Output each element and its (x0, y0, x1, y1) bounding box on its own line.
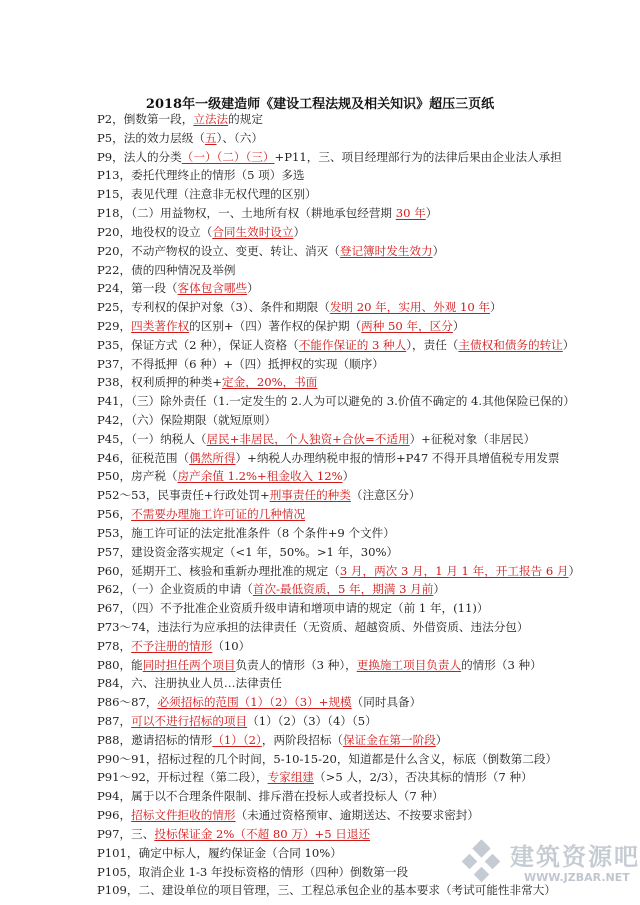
note-text: ） (433, 582, 445, 597)
note-text: P87， (97, 714, 132, 728)
note-line (97, 129, 627, 148)
note-text: 负责人的情形（3 种）， (235, 657, 357, 672)
note-text: P22，债的四种情况及举例 (97, 262, 236, 277)
highlighted-text: 可以不进行招标的项目 (131, 714, 248, 728)
note-line (97, 430, 627, 449)
note-text: ） (342, 469, 355, 484)
note-text: +P11，三、项目经理部行为的法律后果由企业法人承担 (274, 149, 562, 164)
highlighted-text: 四类著作权 (131, 318, 190, 333)
note-text: P109，二、建设单位的项目管理，三、工程总承包企业的基本要求（考试可能性非常大） (97, 883, 556, 898)
note-text: ） (435, 732, 448, 747)
note-text: ） (490, 300, 502, 315)
highlighted-text: （一）（二）（三） (181, 149, 275, 164)
note-text: P29， (97, 318, 132, 333)
highlighted-text: 不能作保证的 3 种人 (298, 337, 407, 352)
highlighted-text: 主债权和债务的转让 (458, 337, 563, 352)
note-line (97, 355, 627, 374)
note-line (97, 674, 627, 693)
highlighted-text: 房产余值 1.2%+租金收入 12% (177, 469, 343, 484)
highlighted-text: （1）（2） (212, 732, 262, 747)
highlighted-text: 两种 50 年，区分 (361, 318, 453, 333)
note-text: P38，权利质押的种类+ (97, 375, 223, 390)
note-text: ） (293, 224, 306, 239)
note-text: P78， (97, 638, 132, 653)
note-text: P42，（六）保险期限（就短原则） (97, 413, 277, 427)
note-text: P5，法的效力层级（ (97, 130, 205, 145)
note-text: P88，邀请招标的情形 (97, 732, 213, 747)
note-text: ） (425, 206, 438, 221)
note-text: ）+纳税人办理纳税申报的情形+P47 不得开具增值税专用发票 (235, 450, 560, 465)
note-text: P20，不动产物权的设立、变更、转让、消灭（ (97, 243, 340, 258)
note-text: P94，属于以不合理条件限制、排斥潜在投标人或者投标人（7 种） (97, 789, 444, 804)
note-line (97, 148, 627, 167)
document-title: 2018年一级建造师《建设工程法规及相关知识》超压三页纸 (145, 97, 495, 112)
note-line (97, 505, 627, 524)
highlighted-text: 首次-最低资质，5 年，期满 3 月前 (252, 582, 434, 597)
note-line (97, 486, 627, 505)
note-line (97, 524, 627, 543)
highlighted-text: 合同生效时设立 (212, 224, 294, 239)
highlighted-text: 投标保证金 2%（不超 80 万）+5 日退还 (154, 826, 371, 841)
note-line (97, 562, 627, 581)
note-text: P50，房产税（ (97, 469, 178, 484)
note-text: P91～92，开标过程（第二段）， (97, 770, 268, 785)
note-line (97, 392, 627, 411)
note-line (97, 317, 627, 336)
note-line (97, 768, 627, 787)
highlighted-text: 招标文件拒收的情形 (131, 808, 236, 823)
note-text: （1）（2）（3）（4）（5） (247, 714, 377, 728)
note-text: P9，法人的分类 (97, 149, 182, 164)
note-text: P57，建设资金落实规定（<1 年，50%。>1 年，30%） (97, 544, 399, 559)
note-text: 的情形（3 种） (461, 657, 542, 672)
note-text: ，两阶段招标（ (261, 732, 344, 747)
note-line (97, 261, 627, 280)
note-text: P37，不得抵押（6 种）+（四）抵押权的实现（顺序） (97, 356, 384, 371)
note-text: P96， (97, 808, 132, 823)
note-line (97, 750, 627, 769)
note-text: （同时具备） (351, 695, 422, 710)
watermark-name: 建筑资源吧 (510, 843, 640, 871)
diamond-logo-icon (458, 839, 506, 887)
highlighted-text: 必须招标的范围（1）（2）（3）+规模 (157, 695, 352, 710)
note-text: ）、（六） (216, 130, 263, 145)
note-line (97, 693, 627, 712)
highlighted-text: 保证金在第一阶段 (343, 732, 436, 747)
highlighted-text: 居民+非居民，个人独资+合伙=不适用 (206, 431, 410, 446)
note-line (97, 223, 627, 242)
note-line (97, 806, 627, 825)
note-text: （10） (212, 638, 251, 653)
note-line (97, 411, 627, 430)
note-line (97, 242, 627, 261)
note-text: （>5 人，2/3），否决其标的情形（7 种） (314, 770, 533, 785)
notes-list (97, 110, 627, 900)
note-text: P46，征税范围（ (97, 450, 190, 465)
note-text: P35，保证方式（2 种），保证人资格（ (97, 337, 299, 352)
note-line (97, 618, 627, 637)
highlighted-text: 专家组建 (267, 770, 315, 785)
note-text: 的规定 (228, 112, 263, 126)
note-text: P67，（四）不予批准企业资质升级申请和增项申请的规定（前 1 年，(11)） (97, 601, 489, 616)
note-line (97, 543, 627, 562)
note-text: ），责任（ (406, 337, 459, 352)
highlighted-text: 发明 20 年，实用、外观 10 年 (329, 300, 491, 315)
note-line (97, 110, 627, 129)
note-line (97, 787, 627, 806)
highlighted-text: 五 (204, 130, 217, 145)
note-text: P2，倒数第一段， (97, 112, 194, 126)
note-line (97, 637, 627, 656)
note-text: ）+征税对象（非居民） (409, 431, 536, 446)
note-text: P41，（三）除外责任（1.一定发生的 2.人为可以避免的 3.价值不确定的 4.其他保险已保的） (97, 394, 575, 409)
note-text: P20，地役权的设立（ (97, 224, 213, 239)
highlighted-text: 刑事责任的种类 (269, 488, 351, 503)
note-line (97, 298, 627, 317)
note-line (97, 279, 627, 298)
note-text: ） (568, 563, 581, 578)
note-line (97, 204, 627, 223)
note-line (97, 467, 627, 486)
highlighted-text: 立法法 (193, 112, 229, 126)
note-text: P18，（二）用益物权，一、土地所有权（耕地承包经营期 (97, 206, 396, 221)
note-text: ） (247, 281, 259, 296)
note-text: （注意区分） (350, 488, 421, 503)
note-text: 的区别+（四）著作权的保护期（ (189, 318, 362, 333)
note-line (97, 166, 627, 185)
note-text: ） (562, 337, 575, 352)
note-line (97, 599, 627, 618)
note-text: P13，委托代理终止的情形（5 项）多选 (97, 168, 305, 183)
note-text: P56， (97, 507, 132, 522)
note-text: P53，施工许可证的法定批准条件（8 个条件+9 个文件） (97, 525, 395, 540)
note-text: P105，取消企业 1-3 年投标资格的情形（四种）倒数第一段 (97, 864, 409, 879)
note-line (97, 656, 627, 675)
note-line (97, 336, 627, 355)
highlighted-text: 客体包含哪些 (177, 281, 248, 296)
note-text: P60，延期开工、核验和重新办理批准的规定（ (97, 563, 340, 578)
note-text: P97，三、 (97, 826, 155, 841)
highlighted-text: 登记簿时发生效力 (339, 243, 433, 258)
note-line (97, 449, 627, 468)
highlighted-text: 更换施工项目负责人 (356, 657, 462, 672)
note-text: P24，第一段（ (97, 281, 178, 296)
note-text: P101，确定中标人，履约保证金（合同 10%） (97, 845, 342, 860)
note-line (97, 580, 627, 599)
note-text: P52～53，民事责任+行政处罚+ (97, 488, 270, 503)
highlighted-text: 不需要办理施工许可证的几种情况 (131, 507, 306, 522)
note-text: ） (432, 243, 445, 258)
highlighted-text: 不予注册的情形 (131, 638, 213, 653)
note-line (97, 712, 627, 731)
note-text: P25，专利权的保护对象（3）、条件和期限（ (97, 300, 330, 315)
watermark (458, 835, 640, 895)
note-text: P86～87， (97, 695, 158, 710)
highlighted-text: 30 年 (395, 206, 426, 221)
note-text: P84，六、注册执业人员…法律责任 (97, 676, 282, 691)
highlighted-text: 定金，20%，书面 (222, 375, 318, 390)
note-text: P62，（一）企业资质的申请（ (97, 582, 253, 597)
note-line (97, 731, 627, 750)
note-text: P80，能 (97, 657, 143, 672)
note-text: P73～74，违法行为应承担的法律责任（无资质、超越资质、外借资质、违法分包） (97, 619, 529, 634)
highlighted-text: 偶然所得 (189, 450, 236, 465)
note-line (97, 185, 627, 204)
note-text: P45，（一）纳税人（ (97, 431, 207, 446)
note-text: P15，表见代理（注意非无权代理的区别） (97, 187, 317, 202)
note-text: （未通过资格预审、逾期送达、不按要求密封） (235, 808, 479, 823)
highlighted-text: 3 月，两次 3 月，1 月 1 年，开工报告 6 月 (339, 563, 569, 578)
watermark-url: WWW.JZBAR.NET (524, 871, 630, 884)
highlighted-text: 同时担任两个项目 (142, 657, 236, 672)
note-text: ） (452, 318, 465, 333)
note-line (97, 373, 627, 392)
note-text: P90～91，招标过程的几个时间，5-10-15-20，知道都是什么含义，标底（倒数第二段） (97, 751, 558, 766)
